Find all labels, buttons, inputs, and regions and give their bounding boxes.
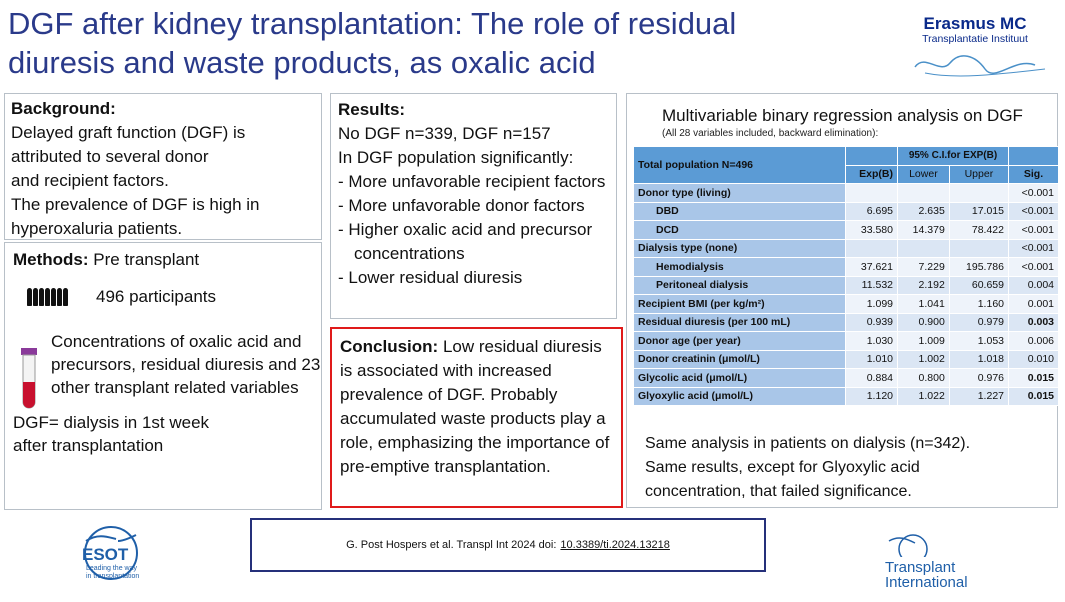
- header-sig: Sig.: [1009, 165, 1059, 184]
- results-item: - More unfavorable recipient factors: [338, 172, 606, 191]
- table-row: [634, 202, 1059, 221]
- header-ci: 95% C.I.for EXP(B): [898, 147, 1009, 166]
- background-line: Delayed graft function (DGF) is: [11, 123, 246, 142]
- row-name: Hemodialysis: [634, 258, 846, 277]
- background-heading: Background:: [11, 99, 116, 118]
- row-upper: 1.018: [949, 350, 1008, 369]
- row-lower: 0.800: [898, 369, 950, 388]
- ti-line2: International: [885, 574, 968, 591]
- test-tube-icon: [20, 348, 38, 410]
- row-upper: 60.659: [949, 276, 1008, 295]
- row-lower: 2.192: [898, 276, 950, 295]
- table-row: [634, 221, 1059, 240]
- row-lower: 1.041: [898, 295, 950, 314]
- methods-heading-rest: Pre transplant: [93, 250, 200, 269]
- table-row: [634, 258, 1059, 277]
- background-panel: [4, 93, 322, 240]
- row-sig: 0.015: [1009, 369, 1059, 388]
- doi-link[interactable]: 10.3389/ti.2024.13218: [560, 539, 670, 551]
- row-lower: 1.022: [898, 387, 950, 406]
- row-upper: 195.786: [949, 258, 1008, 277]
- participants-count: 496 participants: [96, 287, 217, 306]
- row-upper: 78.422: [949, 221, 1008, 240]
- results-item: - Higher oxalic acid and precursor concentrations: [338, 220, 593, 263]
- regression-table: [633, 146, 1059, 406]
- regression-note: [645, 432, 970, 504]
- note-line: Same results, except for Glyoxylic acid: [645, 459, 920, 476]
- table-row: [634, 332, 1059, 351]
- transplant-international-logo: [885, 533, 1010, 591]
- table-row: [634, 313, 1059, 332]
- row-sig: <0.001: [1009, 258, 1059, 277]
- ti-line1: Transplant: [885, 559, 956, 576]
- row-expb: 1.030: [846, 332, 898, 351]
- participants-icon: [27, 288, 68, 306]
- citation-text: G. Post Hospers et al. Transpl Int 2024 doi:: [346, 539, 557, 551]
- dgf-definition-1: DGF= dialysis in 1st week: [13, 413, 210, 432]
- row-sig: 0.001: [1009, 295, 1059, 314]
- row-upper: 1.053: [949, 332, 1008, 351]
- table-row: [634, 276, 1059, 295]
- row-name: Residual diuresis (per 100 mL): [634, 313, 846, 332]
- row-lower: 1.009: [898, 332, 950, 351]
- row-lower: 7.229: [898, 258, 950, 277]
- row-sig: <0.001: [1009, 202, 1059, 221]
- results-item: - Lower residual diuresis: [338, 268, 523, 287]
- conclusion-heading: Conclusion:: [340, 337, 439, 356]
- row-expb: 33.580: [846, 221, 898, 240]
- row-name: Glyoxylic acid (μmol/L): [634, 387, 846, 406]
- poster-title: DGF after kidney transplantation: The role of residual diuresis and waste products, as oxalic acid: [8, 6, 737, 80]
- row-sig: <0.001: [1009, 184, 1059, 203]
- methods-heading: Methods:: [13, 250, 89, 269]
- row-lower: 0.900: [898, 313, 950, 332]
- row-expb: 1.099: [846, 295, 898, 314]
- results-item: - More unfavorable donor factors: [338, 196, 585, 215]
- row-expb: 1.120: [846, 387, 898, 406]
- row-name: Donor type (living): [634, 184, 846, 203]
- row-lower: [898, 239, 950, 258]
- row-expb: 1.010: [846, 350, 898, 369]
- erasmus-mc-name: Erasmus MC: [923, 14, 1027, 33]
- erasmus-mc-logo: [895, 14, 1055, 86]
- esot-tagline-1: Leading the way: [86, 565, 137, 572]
- results-line: In DGF population significantly:: [338, 148, 574, 167]
- row-expb: 37.621: [846, 258, 898, 277]
- row-sig: 0.003: [1009, 313, 1059, 332]
- row-upper: [949, 239, 1008, 258]
- row-lower: 1.002: [898, 350, 950, 369]
- row-expb: 11.532: [846, 276, 898, 295]
- table-row: [634, 295, 1059, 314]
- row-expb: [846, 239, 898, 258]
- row-upper: 1.227: [949, 387, 1008, 406]
- header-expb: Exp(B): [846, 165, 898, 184]
- table-row: [634, 387, 1059, 406]
- header-population: Total population N=496: [634, 147, 846, 184]
- row-name: Recipient BMI (per kg/m²): [634, 295, 846, 314]
- row-sig: <0.001: [1009, 239, 1059, 258]
- table-row: [634, 350, 1059, 369]
- erasmus-mc-subtitle: Transplantatie Instituut: [922, 33, 1028, 45]
- row-sig: 0.010: [1009, 350, 1059, 369]
- row-upper: [949, 184, 1008, 203]
- row-name: DBD: [634, 202, 846, 221]
- row-name: DCD: [634, 221, 846, 240]
- erasmus-signature-icon: [895, 45, 1055, 83]
- results-line: No DGF n=339, DGF n=157: [338, 124, 551, 143]
- row-name: Dialysis type (none): [634, 239, 846, 258]
- conclusion-text: Low residual diuresis is associated with increased prevalence of DGF. Probably accumulated waste products play a role, emphasizing the importance of pre-emptive transplantation.: [340, 337, 610, 476]
- row-expb: 0.939: [846, 313, 898, 332]
- ti-emblem-icon: [885, 533, 1010, 557]
- header-lower: Lower: [898, 165, 950, 184]
- esot-tagline: [86, 565, 139, 581]
- table-row: [634, 239, 1059, 258]
- row-sig: <0.001: [1009, 221, 1059, 240]
- regression-title: Multivariable binary regression analysis on DGF: [662, 106, 1023, 125]
- row-expb: 6.695: [846, 202, 898, 221]
- header-upper: Upper: [949, 165, 1008, 184]
- row-upper: 0.976: [949, 369, 1008, 388]
- row-sig: 0.006: [1009, 332, 1059, 351]
- citation-box: [250, 518, 766, 572]
- methods-panel: [4, 242, 322, 510]
- dgf-definition-2: after transplantation: [13, 436, 164, 455]
- row-expb: [846, 184, 898, 203]
- note-line: Same analysis in patients on dialysis (n=342).: [645, 435, 971, 452]
- row-lower: [898, 184, 950, 203]
- esot-name: ESOT: [82, 545, 129, 564]
- row-expb: 0.884: [846, 369, 898, 388]
- background-line: The prevalence of DGF is high in: [11, 195, 260, 214]
- background-line: hyperoxaluria patients.: [11, 219, 183, 238]
- row-upper: 0.979: [949, 313, 1008, 332]
- row-sig: 0.004: [1009, 276, 1059, 295]
- table-row: [634, 184, 1059, 203]
- row-upper: 17.015: [949, 202, 1008, 221]
- background-line: and recipient factors.: [11, 171, 169, 190]
- row-upper: 1.160: [949, 295, 1008, 314]
- background-line: attributed to several donor: [11, 147, 209, 166]
- table-row: [634, 369, 1059, 388]
- row-sig: 0.015: [1009, 387, 1059, 406]
- concentrations-text: Concentrations of oxalic acid and precursors, residual diuresis and 23 other transplant related variables: [51, 332, 321, 397]
- note-line: concentration, that failed significance.: [645, 483, 912, 500]
- conclusion-panel: [330, 327, 623, 508]
- row-lower: 2.635: [898, 202, 950, 221]
- row-name: Donor creatinin (μmol/L): [634, 350, 846, 369]
- esot-tagline-2: in transplantation: [86, 573, 140, 580]
- regression-subtitle: (All 28 variables included, backward elimination):: [662, 128, 879, 139]
- row-lower: 14.379: [898, 221, 950, 240]
- esot-logo: [78, 523, 153, 589]
- row-name: Glycolic acid (μmol/L): [634, 369, 846, 388]
- row-name: Donor age (per year): [634, 332, 846, 351]
- results-panel: [330, 93, 617, 319]
- row-name: Peritoneal dialysis: [634, 276, 846, 295]
- results-heading: Results:: [338, 100, 406, 119]
